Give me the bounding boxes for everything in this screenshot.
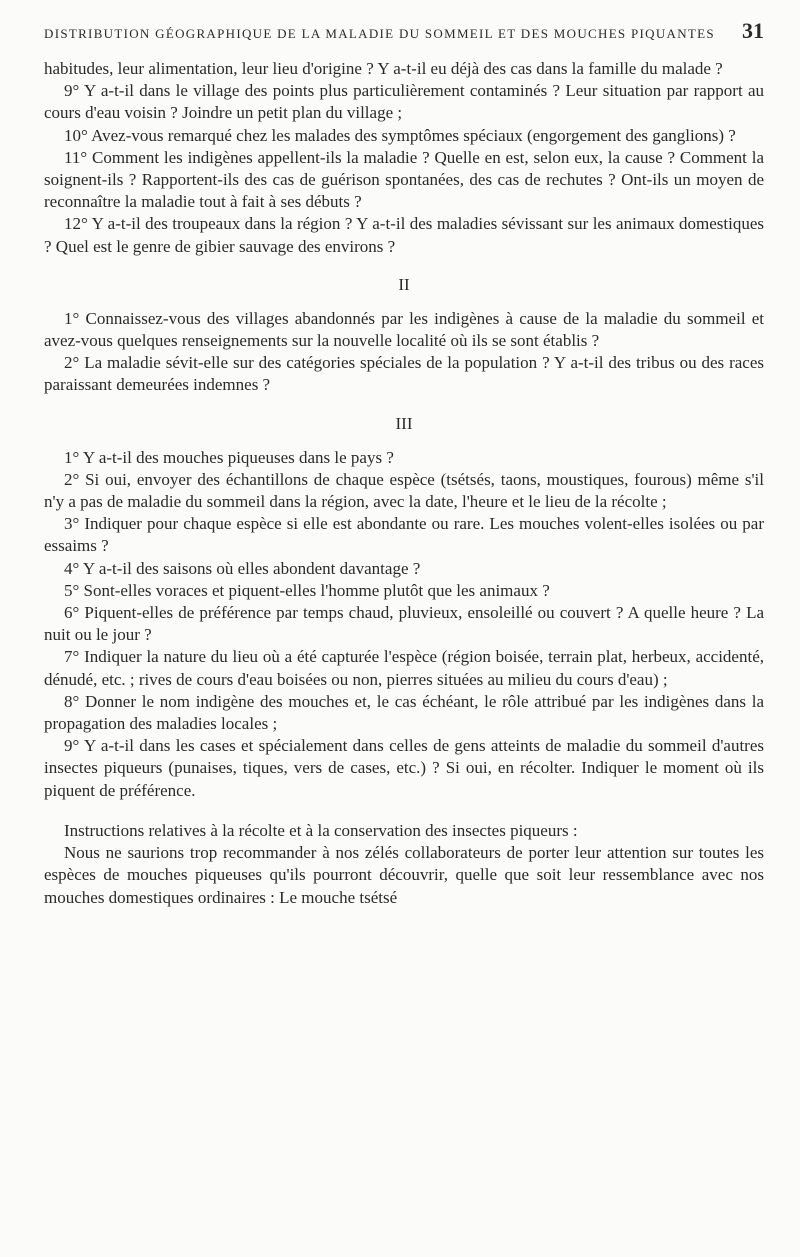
question-item: 8° Donner le nom indigène des mouches et, le cas échéant, le rôle attribué par les indigènes dans la propagation des maladies locales ;: [44, 691, 764, 734]
question-item: 11° Comment les indigènes appellent-ils la maladie ? Quelle en est, selon eux, la cause ? Comment la soignent-ils ? Rapportent-ils des cas de guérison spontanées, des cas de rechutes ? Ont-ils un moyen de reconnaître la maladie tout à fait à ses débuts ?: [44, 147, 764, 212]
question-item: 2° Si oui, envoyer des échantillons de chaque espèce (tsétsés, taons, moustiques, fourous) même s'il n'y a pas de maladie du sommeil dans la région, avec la date, l'heure et le lieu de la récolte ;: [44, 469, 764, 512]
question-item: 1° Y a-t-il des mouches piqueuses dans le pays ?: [64, 447, 394, 467]
page-number: 31: [742, 18, 764, 43]
question-item: 2° La maladie sévit-elle sur des catégories spéciales de la population ? Y a-t-il des tribus ou des races paraissant demeurées indemnes ?: [44, 353, 764, 395]
section-heading-ii: II: [398, 274, 410, 294]
running-title: DISTRIBUTION GÉOGRAPHIQUE DE LA MALADIE DU SOMMEIL ET DES MOUCHES PIQUANTES: [44, 26, 715, 41]
question-item: 10° Avez-vous remarqué chez les malades des symptômes spéciaux (engorgement des ganglions) ?: [64, 125, 736, 145]
instructions-text: Nous ne saurions trop recommander à nos zélés collaborateurs de porter leur attention sur toutes les espèces de mouches piqueuses qu'ils pourront découvrir, quelle que soit leur ressemblance avec nos mouches domestiques ordinaires : Le mouche tsétsé: [44, 843, 764, 907]
question-item: 9° Y a-t-il dans le village des points plus particulièrement contaminés ? Leur situation par rapport au cours d'eau voisin ? Joindre un petit plan du village ;: [44, 81, 764, 123]
question-item: 1° Connaissez-vous des villages abandonnés par les indigènes à cause de la maladie du sommeil et avez-vous quelques renseignements sur la nouvelle localité où ils se sont établis ?: [44, 308, 764, 351]
question-item: 12° Y a-t-il des troupeaux dans la région ? Y a-t-il des maladies sévissant sur les animaux domestiques ? Quel est le genre de gibier sauvage des environs ?: [44, 214, 764, 256]
paragraph-continuation: habitudes, leur alimentation, leur lieu d'origine ? Y a-t-il eu déjà des cas dans la famille du malade ?: [44, 59, 723, 78]
running-header: [44, 18, 764, 44]
question-item: 7° Indiquer la nature du lieu où a été capturée l'espèce (région boisée, terrain plat, herbeux, accidenté, dénudé, etc. ; rives de cours d'eau boisées ou non, pierres situées au milieu du cours d'eau) ;: [44, 647, 764, 689]
question-item: 5° Sont-elles voraces et piquent-elles l'homme plutôt que les animaux ?: [64, 580, 550, 600]
section-heading-iii: III: [395, 413, 413, 433]
question-item: 9° Y a-t-il dans les cases et spécialement dans celles de gens atteints de maladie du sommeil d'autres insectes piqueurs (punaises, tiques, vers de cases, etc.) ? Si oui, en récolter. Indiquer le moment où ils piquent de préférence.: [44, 736, 764, 800]
question-item: 6° Piquent-elles de préférence par temps chaud, pluvieux, ensoleillé ou couvert ? A quelle heure ? La nuit ou le jour ?: [44, 603, 764, 645]
question-item: 3° Indiquer pour chaque espèce si elle est abondante ou rare. Les mouches volent-elles isolées ou par essaims ?: [44, 514, 764, 556]
question-item: 4° Y a-t-il des saisons où elles abondent davantage ?: [64, 558, 421, 578]
instructions-title: Instructions relatives à la récolte et à la conservation des insectes piqueurs :: [64, 820, 578, 840]
